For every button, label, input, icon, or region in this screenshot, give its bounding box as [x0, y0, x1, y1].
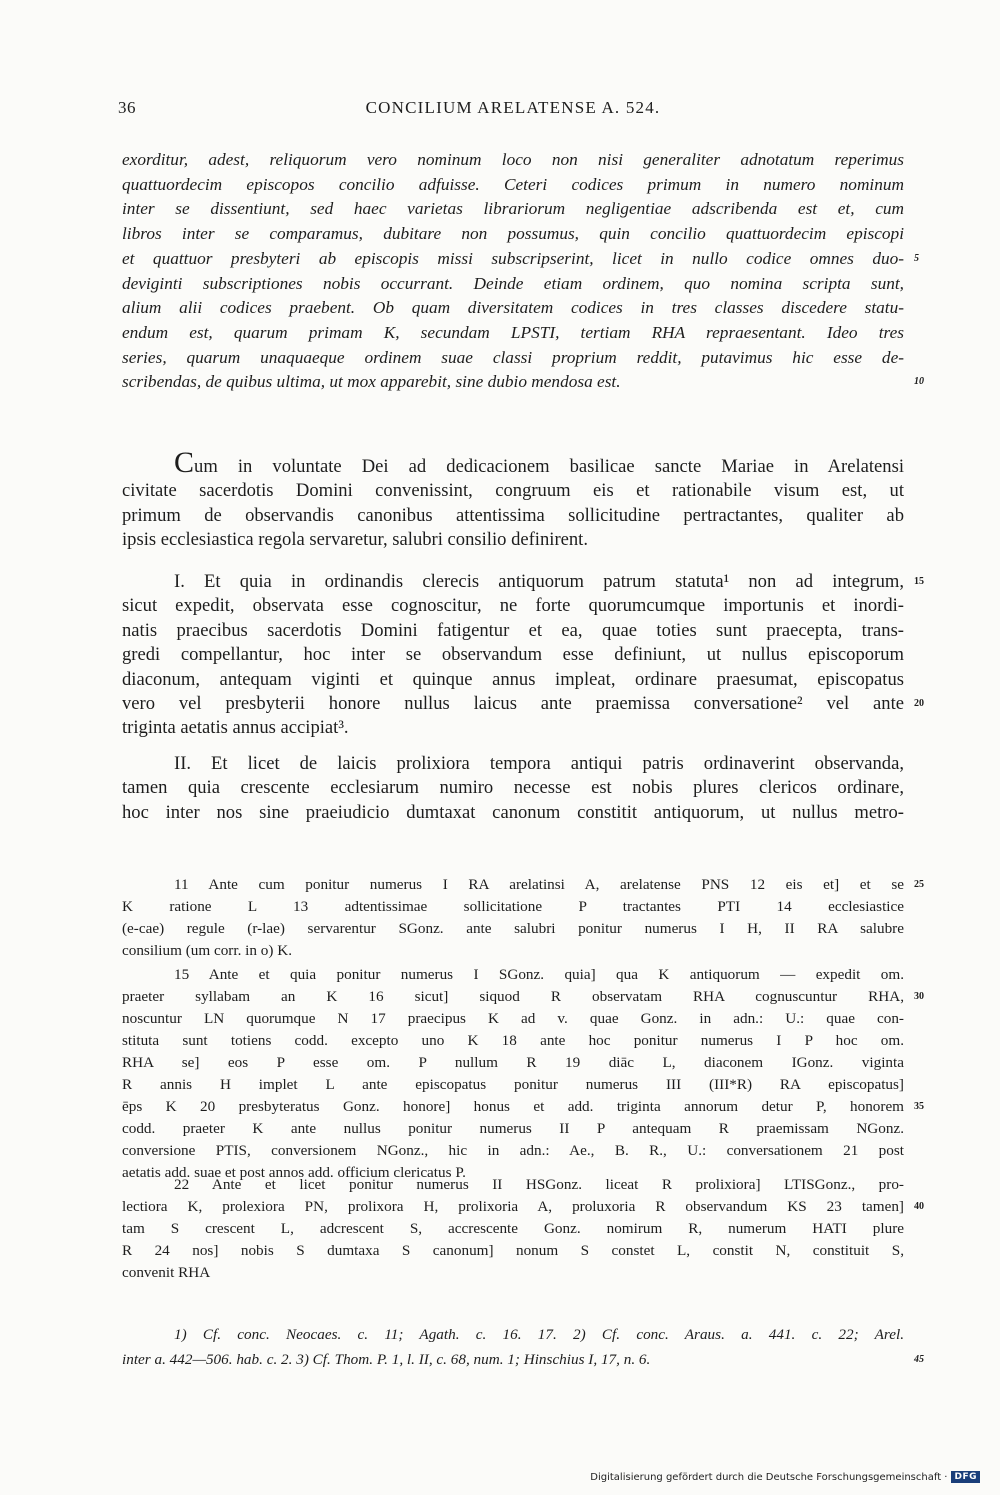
intro-line: inter se dissentiunt, sed haec varietas librariorum negligentiae adscribenda est et, cum	[122, 199, 904, 219]
apparatus-line: K ratione L 13 adtentissimae sollicitatione P tractantes PTI 14 ecclesiastice	[122, 898, 904, 915]
preamble-first-line: Cum in voluntate Dei ad dedicacionem basilicae sancte Mariae in Arelatensi	[174, 446, 904, 479]
line-number: 15	[914, 576, 924, 587]
apparatus-line: R 24 nos] nobis S dumtaxa S canonum] nonum S constet L, constit N, constituit S,	[122, 1242, 904, 1259]
introduction-paragraph	[122, 148, 924, 395]
line-number: 5	[914, 252, 919, 264]
intro-line: alium alii codices praebent. Ob quam diversitatem codices in tres classes discedere statu-	[122, 298, 904, 318]
preamble-line: civitate sacerdotis Domini convenissint, congruum eis et rationabile visum est, ut	[122, 480, 904, 502]
apparatus-line: consilium (um corr. in o) K.	[122, 942, 292, 959]
running-title: CONCILIUM ARELATENSE A. 524.	[365, 98, 661, 117]
line-number: 20	[914, 698, 924, 710]
intro-line: endum est, quarum primam K, secundam LPSTI, tertiam RHA repraesentant. Ideo tres	[122, 322, 904, 342]
line-number: 25	[914, 879, 924, 890]
apparatus-note-2	[122, 964, 924, 1184]
apparatus-line: conversione PTIS, conversionem NGonz., hic in adn.: Ae., B. R., U.: conversationem 21 post	[122, 1142, 904, 1159]
apparatus-line: 15 Ante et quia ponitur numerus I SGonz. quia] qua K antiquorum — expedit om.	[174, 966, 904, 983]
apparatus-line: tam S crescent L, adcrescent S, accrescente Gonz. nomirum R, numerum HATI plure	[122, 1220, 904, 1237]
credit-text: Digitalisierung gefördert durch die Deutsche Forschungsgemeinschaft ·	[590, 1471, 948, 1483]
apparatus-line: lectiora K, prolexiora PN, prolixora H, prolixoria A, proluxoria R observandum KS 23 tamen] 40	[122, 1196, 904, 1218]
intro-line: scribendas, de quibus ultima, ut mox apparebit, sine dubio mendosa est. 10	[122, 370, 904, 395]
apparatus-line: praeter syllabam an K 16 sicut] siquod R observatam RHA cognuscuntur RHA, 30	[122, 986, 904, 1008]
apparatus-line: R annis H implet L ante episcopatus ponitur numerus III (III*R) RA episcopatus]	[122, 1076, 904, 1093]
digitization-credit	[590, 1471, 980, 1483]
line-number: 30	[914, 991, 924, 1002]
canon-line: gredi compellantur, hoc inter se observandum esse definiunt, ut nullus episcoporum	[122, 644, 904, 666]
apparatus-line: RHA se] eos P esse om. P nullum R 19 diāc L, diaconem IGonz. viginta	[122, 1054, 904, 1071]
page-number: 36	[118, 98, 136, 117]
apparatus-line: noscuntur LN quorumque N 17 praecipus K ad v. quae Gonz. in adn.: U.: quae con-	[122, 1010, 904, 1027]
apparatus-line: stituta sunt totiens codd. excepto uno K 18 ante hoc ponitur numerus I P hoc om.	[122, 1032, 904, 1049]
canon-2-paragraph	[122, 752, 904, 825]
canon-line: tamen quia crescente ecclesiarum numiro necesse est nobis plures clericos ordinare,	[122, 777, 904, 799]
footnote-line: 1) Cf. conc. Neocaes. c. 11; Agath. c. 16. 17. 2) Cf. conc. Araus. a. 441. c. 22; Arel.	[174, 1326, 904, 1343]
intro-line: exorditur, adest, reliquorum vero nominum loco non nisi generaliter adnotatum reperimus	[122, 150, 904, 169]
line-number: 35	[914, 1101, 924, 1112]
preamble-line: primum de observandis canonibus attentissima sollicitudine pertractantes, qualiter ab	[122, 504, 904, 526]
apparatus-line: 11 Ante cum ponitur numerus I RA arelatinsi A, arelatense PNS 12 eis et] et se 25	[122, 874, 904, 896]
footnotes	[122, 1322, 924, 1372]
apparatus-line: ēps K 20 presbyteratus Gonz. honore] honus et add. triginta annorum detur P, honorem 35	[122, 1096, 904, 1118]
canon-line: natis praecibus sacerdotis Domini fatigentur et ea, quae toties sunt praecepta, trans-	[122, 619, 904, 641]
dfg-logo: DFG	[951, 1471, 980, 1483]
apparatus-note-1	[122, 874, 924, 962]
canon-1-paragraph	[122, 570, 924, 741]
apparatus-line: (e-cae) regule (r-lae) servarentur SGonz. ante salubri ponitur numerus I H, II RA salubre	[122, 920, 904, 937]
canon-line: II. Et licet de laicis prolixiora tempora antiqui patris ordinaverint observanda,	[174, 753, 904, 774]
canon-line: triginta aetatis annus accipiat³.	[122, 717, 349, 739]
preamble-paragraph	[122, 446, 904, 553]
apparatus-note-3	[122, 1174, 924, 1284]
line-number: 10	[914, 376, 924, 388]
canon-line: diaconum, antequam viginti et quinque annus impleat, ordinare praesumat, episcopatus	[122, 668, 904, 690]
canon-line: sicut expedit, observata esse cognoscitur, ne forte quorumcumque importunis et inordi-	[122, 595, 904, 617]
apparatus-line: convenit RHA	[122, 1264, 211, 1281]
preamble-line: ipsis ecclesiastica regola servaretur, salubri consilio definirent.	[122, 529, 588, 551]
apparatus-line: 22 Ante et licet ponitur numerus II HSGonz. liceat R prolixiora] LTISGonz., pro-	[174, 1176, 904, 1193]
intro-line: series, quarum unaquaeque ordinem suae classi proprium reddit, putavimus hic esse de-	[122, 347, 904, 367]
drop-cap: C	[174, 446, 195, 479]
canon-line: hoc inter nos sine praeiudicio dumtaxat canonum constitit antiquorum, ut nullus metro-	[122, 801, 904, 823]
intro-line: quattuordecim episcopos concilio adfuisse. Ceteri codices primum in numero nominum	[122, 174, 904, 194]
line-number: 40	[914, 1201, 924, 1212]
canon-line: I. Et quia in ordinandis clerecis antiquorum patrum statuta¹ non ad integrum, 15	[122, 570, 904, 594]
canon-line: vero vel presbyterii honore nullus laicus ante praemissa conversatione² vel ante 20	[122, 692, 904, 716]
apparatus-line: codd. praeter K ante nullus ponitur numerus II P antequam R praemissam NGonz.	[122, 1120, 904, 1137]
line-number: 45	[914, 1354, 924, 1365]
intro-line: et quattuor presbyteri ab episcopis missi subscripserint, licet in nullo codice omnes duo- 5	[122, 247, 904, 272]
intro-line: deviginti subscriptiones nobis occurrant. Deinde etiam ordinem, quo nomina scripta sunt,	[122, 273, 904, 293]
footnote-line: inter a. 442—506. hab. c. 2. 3) Cf. Thom. P. 1, l. II, c. 68, num. 1; Hinschius I, 17, n. 6. 45	[122, 1347, 904, 1372]
apparatus-line: aetatis add. suae et post annos add. officium clericatus P.	[122, 1164, 466, 1181]
intro-line: libros inter se comparamus, dubitare non possumus, quin concilio quattuordecim episcopi	[122, 224, 904, 244]
